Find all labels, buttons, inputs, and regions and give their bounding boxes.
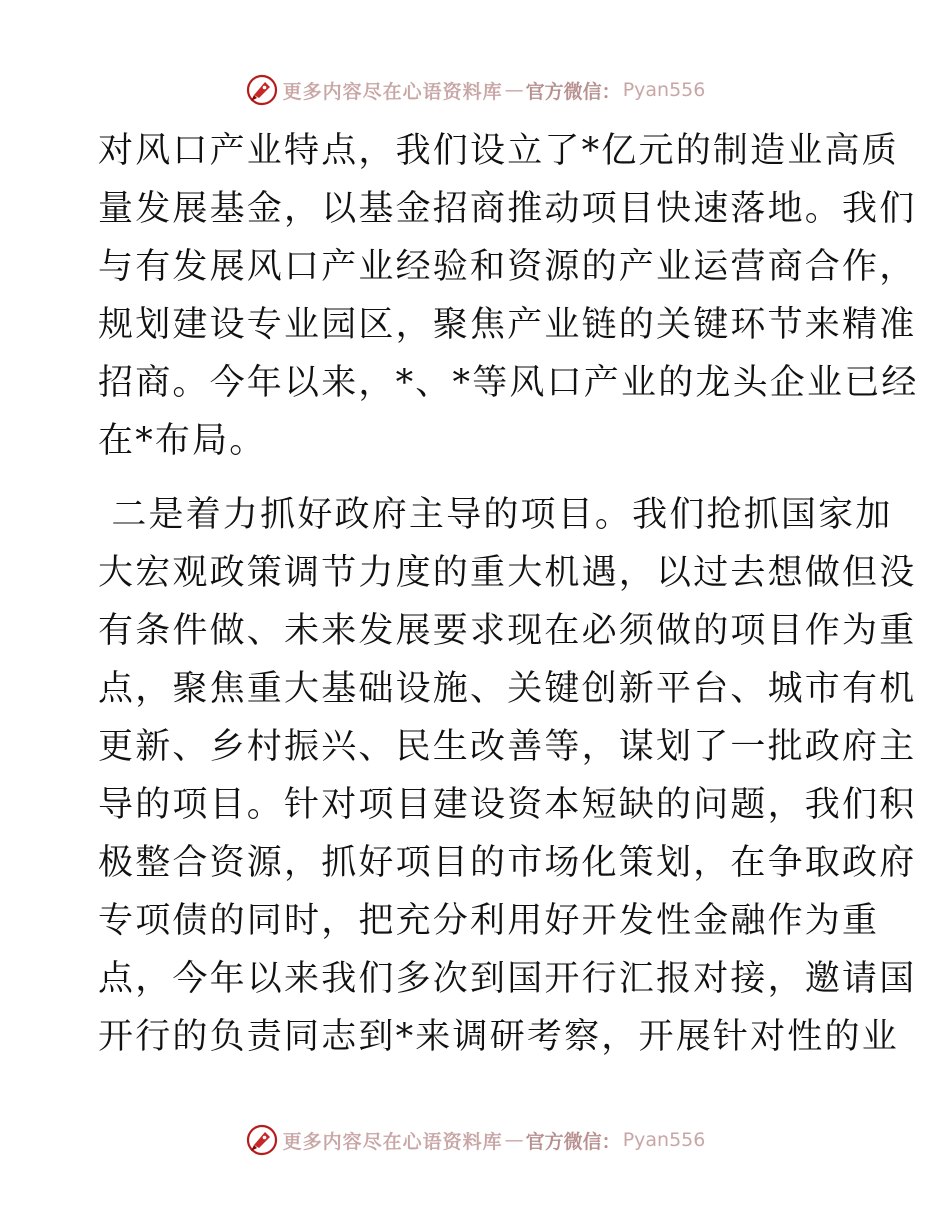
- footer-banner: [0, 1120, 950, 1160]
- pen-nib-seal-icon: [245, 1123, 279, 1157]
- text-line: 开行的负责同志到*来调研考察，开展针对性的业: [98, 1017, 899, 1057]
- text-line: 对风口产业特点，我们设立了*亿元的制造业高质: [98, 131, 899, 171]
- banner-wechat-label: 官方微信：: [525, 80, 621, 103]
- paragraph-2: [98, 486, 917, 1066]
- banner-handle: Pyan556: [622, 1129, 706, 1151]
- text-line: 极整合资源，抓好项目的市场化策划，在争取政府: [98, 843, 917, 883]
- banner-wechat-label: 官方微信：: [525, 1130, 621, 1153]
- banner-dash: —: [504, 1129, 524, 1151]
- banner-dash: —: [504, 79, 524, 101]
- document-body: [98, 122, 919, 1066]
- text-line: 与有发展风口产业经验和资源的产业运营商合作，: [98, 247, 917, 287]
- text-line: 专项债的同时，把充分利用好开发性金融作为重: [98, 901, 880, 941]
- pen-nib-seal-icon: [245, 73, 279, 107]
- text-line: 大宏观政策调节力度的重大机遇，以过去想做但没: [98, 553, 917, 593]
- header-banner: [0, 70, 950, 110]
- text-line: 有条件做、未来发展要求现在必须做的项目作为重: [98, 611, 917, 651]
- banner-handle: Pyan556: [622, 79, 706, 101]
- banner-text: 更多内容尽在心语资料库: [282, 1130, 503, 1153]
- text-line: 在*布局。: [98, 421, 267, 461]
- paragraph-gap: [98, 470, 858, 486]
- text-line: 点，今年以来我们多次到国开行汇报对接，邀请国: [98, 959, 917, 999]
- paragraph-1: [98, 122, 919, 470]
- banner-text: 更多内容尽在心语资料库: [282, 80, 503, 103]
- text-line: 更新、乡村振兴、民生改善等，谋划了一批政府主: [98, 727, 917, 767]
- text-line: 导的项目。针对项目建设资本短缺的问题，我们积: [98, 785, 917, 825]
- text-line: 点，聚焦重大基础设施、关键创新平台、城市有机: [98, 669, 917, 709]
- text-line: 招商。今年以来，*、*等风口产业的龙头企业已经: [98, 363, 919, 403]
- text-line: 规划建设专业园区，聚焦产业链的关键环节来精准: [98, 305, 917, 345]
- text-line: 二是着力抓好政府主导的项目。我们抢抓国家加: [98, 495, 893, 535]
- text-line: 量发展基金，以基金招商推动项目快速落地。我们: [98, 189, 917, 229]
